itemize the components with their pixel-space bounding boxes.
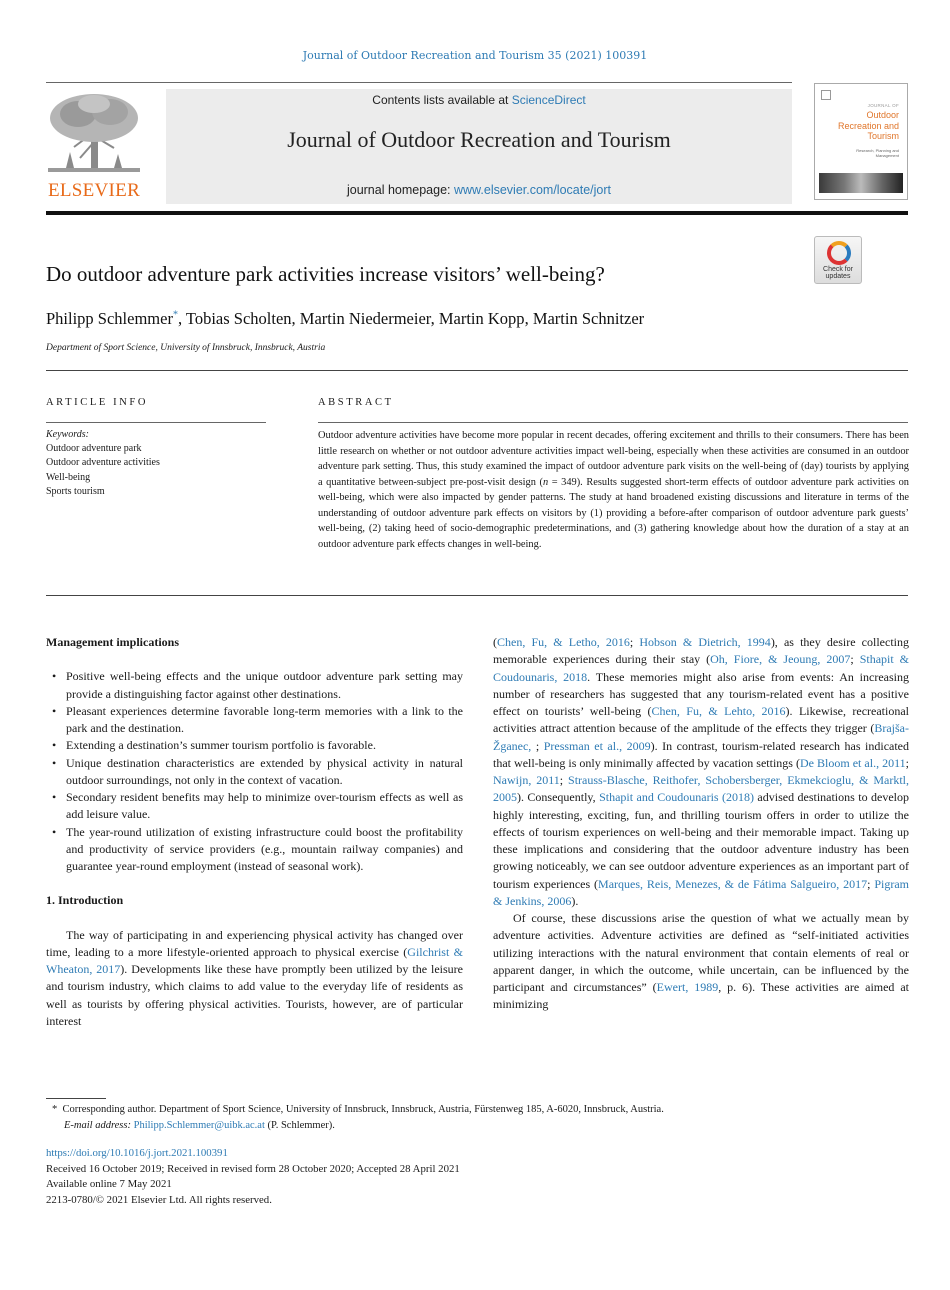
keywords-block bbox=[46, 428, 160, 499]
divider bbox=[46, 595, 908, 596]
journal-cover-thumbnail[interactable] bbox=[814, 83, 908, 200]
corresponding-author-mark[interactable]: * bbox=[172, 309, 178, 321]
homepage-line: journal homepage: www.elsevier.com/locate/jort bbox=[346, 183, 612, 197]
keyword: Sports tourism bbox=[46, 485, 105, 497]
author-list: Philipp Schlemmer*, Tobias Scholten, Martin Niedermeier, Martin Kopp, Martin Schnitzer bbox=[46, 309, 645, 328]
journal-banner bbox=[166, 89, 792, 204]
divider bbox=[46, 422, 266, 423]
available-online: Available online 7 May 2021 bbox=[46, 1178, 172, 1191]
author-name[interactable]: Martin Niedermeier bbox=[299, 309, 431, 328]
citation-link[interactable]: Sthapit and Coudounaris (2018) bbox=[599, 790, 754, 805]
management-list bbox=[46, 668, 463, 875]
check-updates-icon bbox=[827, 241, 851, 265]
citation-link[interactable]: Gilchrist & Wheaton, 2017 bbox=[46, 944, 464, 976]
list-item: • Positive well-being effects and the unique outdoor adventure park setting may provide a distinguishing factor against other destinations. bbox=[46, 668, 463, 703]
introduction-heading: 1. Introduction bbox=[46, 893, 124, 908]
author-name[interactable]: Tobias Scholten bbox=[185, 309, 292, 328]
elsevier-tree-icon bbox=[44, 92, 144, 178]
list-item: • Unique destination characteristics are extended by physical activity in natural outdoor surroundings, not only in the context of vacation. bbox=[46, 755, 463, 790]
article-info-heading: ARTICLE INFO bbox=[46, 397, 149, 408]
cover-logo-icon bbox=[821, 90, 831, 100]
journal-title: Journal of Outdoor Recreation and Tourism bbox=[287, 127, 671, 152]
keyword: Outdoor adventure park bbox=[46, 443, 142, 455]
management-heading: Management implications bbox=[46, 635, 179, 649]
author-name[interactable]: Martin Schnitzer bbox=[532, 309, 645, 328]
citation-link[interactable]: Ewert, 1989 bbox=[656, 980, 719, 994]
contents-line: Contents lists available at ScienceDirect bbox=[372, 93, 586, 107]
author-name[interactable]: Martin Kopp bbox=[438, 309, 525, 328]
received-dates: Received 16 October 2019; Received in revised form 28 October 2020; Accepted 28 April 2021 bbox=[46, 1162, 460, 1175]
citation-link[interactable]: Oh, Fiore, & Jeoung, 2007 bbox=[710, 652, 851, 667]
abstract-heading: ABSTRACT bbox=[318, 397, 394, 408]
article-title: Do outdoor adventure park activities increase visitors’ well-being? bbox=[46, 262, 605, 286]
author-name[interactable]: Philipp Schlemmer bbox=[46, 309, 173, 328]
left-column bbox=[46, 634, 463, 1030]
body-paragraph: Of course, these discussions arise the question of what we actually mean by adventure activities. Adventure activities are defined as “self-initiated activities utilizing interactions with the natural environment that contain elements of real or apparent danger, in which the outcome, while uncertain, can be influenced by the participant and circumstances” (Ewert, 1989, p. 6). These activities are aimed at minimizing bbox=[493, 911, 910, 1012]
list-item: • Secondary resident benefits may help to minimize over-tourism effects as well as add leisure value. bbox=[46, 789, 463, 824]
body-paragraph: (Chen, Fu, & Letho, 2016; Hobson & Dietrich, 1994), as they desire collecting memorable experiences during their stay (Oh, Fiore, & Jeoung, 2007; Sthapit & Coudounaris, 2018. These memories might also arise from events: An increasing number of researchers has suggested that any tourism-related event has a positive effect on tourists’ well-being (Chen, Fu, & Lehto, 2016). Likewise, recreational activities attract attention because of the amplitude of the effects they trigger (Brajša-Žganec, ; Pressman et al., 2009). In contrast, tourism-related research has indicated that well-being is only minimally affected by vacation settings (De Bloom et al., 2011; Nawijn, 2011; Strauss-Blasche, Reithofer, Schobersberger, Ekmekcioglu, & Marktl, 2005). Consequently, Sthapit and Coudounaris (2018) advised destinations to develop highly interesting, exciting, fun, and thrilling tourism offers in order to utilize the effects of tourism experiences on well-being and their memorable impact. Taking up these implications and considering that the outdoor adventure industry has been growing noticeably, we can see outdoor adventure experiences as an important part of tourism experiences (Marques, Reis, Menezes, & de Fátima Salgueiro, 2017; Pigram & Jenkins, 2006). bbox=[493, 635, 910, 908]
doi-link[interactable]: https://doi.org/10.1016/j.jort.2021.100391 bbox=[46, 1147, 228, 1159]
sciencedirect-link[interactable]: ScienceDirect bbox=[511, 93, 586, 107]
citation-link[interactable]: Nawijn, 2011 bbox=[493, 773, 560, 787]
homepage-link[interactable]: www.elsevier.com/locate/jort bbox=[454, 183, 612, 197]
introduction-paragraph: The way of participating in and experiencing physical activity has changed over time, leading to a more lifestyle-oriented approach to physical exercise (Gilchrist & Wheaton, 2017). Developments like these have promptly been utilized by the leisure and tourism industry, which claims to add value to the everyday life of residents as well as tourists by offering physical activities. Tourists, however, are of particular interest bbox=[46, 927, 464, 1028]
citation-link[interactable]: Chen, Fu, & Lehto, 2016 bbox=[651, 704, 786, 718]
list-item: • The year-round utilization of existing infrastructure could boost the profitability and productivity of service providers (e.g., mountain railway companies) and guarantee year-round employment (instead of seasonal work). bbox=[46, 824, 463, 876]
citation-link[interactable]: De Bloom et al., 2011 bbox=[799, 755, 906, 770]
check-updates-label: Check for updates bbox=[823, 266, 853, 280]
email-link[interactable]: Philipp.Schlemmer@uibk.ac.at bbox=[133, 1119, 265, 1131]
abstract-text: Outdoor adventure activities have become more popular in recent decades, offering excitement and thrills to their consumers. There has been little research on whether or not outdoor adventure activities impact well-being, especially when these activities are consumed in an outdoor adventure park setting. Thus, this study examined the impact of outdoor adventure park visits on the well-being of (day) tourists by applying a quantitative between-subject pre-post-visit design (n = 349). Results suggested short-term effects of outdoor adventure park activities on well-being, which were also impacted by gender patterns. The study at hand broadened existing discussions and literature in terms of the understanding of outdoor adventure park effects on visitors by (1) providing a before-after comparison of outdoor adventure park guests’ well-being, (2) taking heed of socio-demographic predeterminations, and (3) gathering knowledge about how the duration of a stay at an outdoor adventure park effects changes in well-being. bbox=[318, 430, 909, 550]
header-thick-divider bbox=[46, 211, 908, 215]
divider bbox=[318, 422, 908, 423]
cover-subtitle: Research, Planning and Management bbox=[856, 148, 899, 158]
footnote: * Corresponding author. Department of Sport Science, University of Innsbruck, Innsbruck, Austria, Fürstenweg 185, A-6020, Innsbruck, Austria. E-mail address: Philipp.Schlemmer@uibk.ac.at (P. Schlemmer). bbox=[52, 1104, 664, 1131]
journal-reference[interactable]: Journal of Outdoor Recreation and Tourism 35 (2021) 100391 bbox=[302, 49, 648, 62]
citation-link[interactable]: Chen, Fu, & Letho, 2016 bbox=[497, 635, 630, 649]
copyright: 2213-0780/© 2021 Elsevier Ltd. All rights reserved. bbox=[46, 1193, 272, 1206]
footnote-divider bbox=[46, 1098, 106, 1099]
citation-link[interactable]: Sthapit & Coudounaris, 2018 bbox=[493, 652, 909, 684]
citation-link[interactable]: Hobson & Dietrich, 1994 bbox=[639, 635, 771, 649]
cover-photo bbox=[819, 173, 903, 193]
divider bbox=[46, 370, 908, 371]
publication-metadata bbox=[46, 1146, 460, 1208]
cover-title: Outdoor Recreation and Tourism bbox=[837, 110, 899, 141]
cover-kicker: JOURNAL OF bbox=[867, 103, 899, 108]
keyword: Outdoor adventure activities bbox=[46, 457, 160, 469]
keywords-label: Keywords: bbox=[46, 429, 89, 440]
check-for-updates-button[interactable] bbox=[814, 236, 862, 284]
citation-link[interactable]: Pressman et al., 2009 bbox=[543, 738, 651, 753]
header-divider bbox=[46, 82, 792, 83]
publisher-name: ELSEVIER bbox=[47, 180, 141, 201]
citation-link[interactable]: Brajša-Žganec, bbox=[493, 721, 909, 753]
list-item: • Extending a destination’s summer tourism portfolio is favorable. bbox=[46, 737, 463, 754]
citation-link[interactable]: Marques, Reis, Menezes, & de Fátima Salgueiro, 2017 bbox=[598, 876, 868, 891]
affiliation: Department of Sport Science, University of Innsbruck, Innsbruck, Austria bbox=[46, 343, 326, 353]
citation-link[interactable]: Strauss-Blasche, Reithofer, Schobersberger, Ekmekcioglu, & Marktl, 2005 bbox=[493, 773, 909, 805]
citation-link[interactable]: Pigram & Jenkins, 2006 bbox=[493, 876, 909, 908]
right-column bbox=[493, 634, 909, 1014]
keyword: Well-being bbox=[46, 471, 91, 483]
elsevier-logo bbox=[44, 92, 144, 202]
list-item: • Pleasant experiences determine favorable long-term memories with a link to the park and the destination. bbox=[46, 703, 463, 738]
